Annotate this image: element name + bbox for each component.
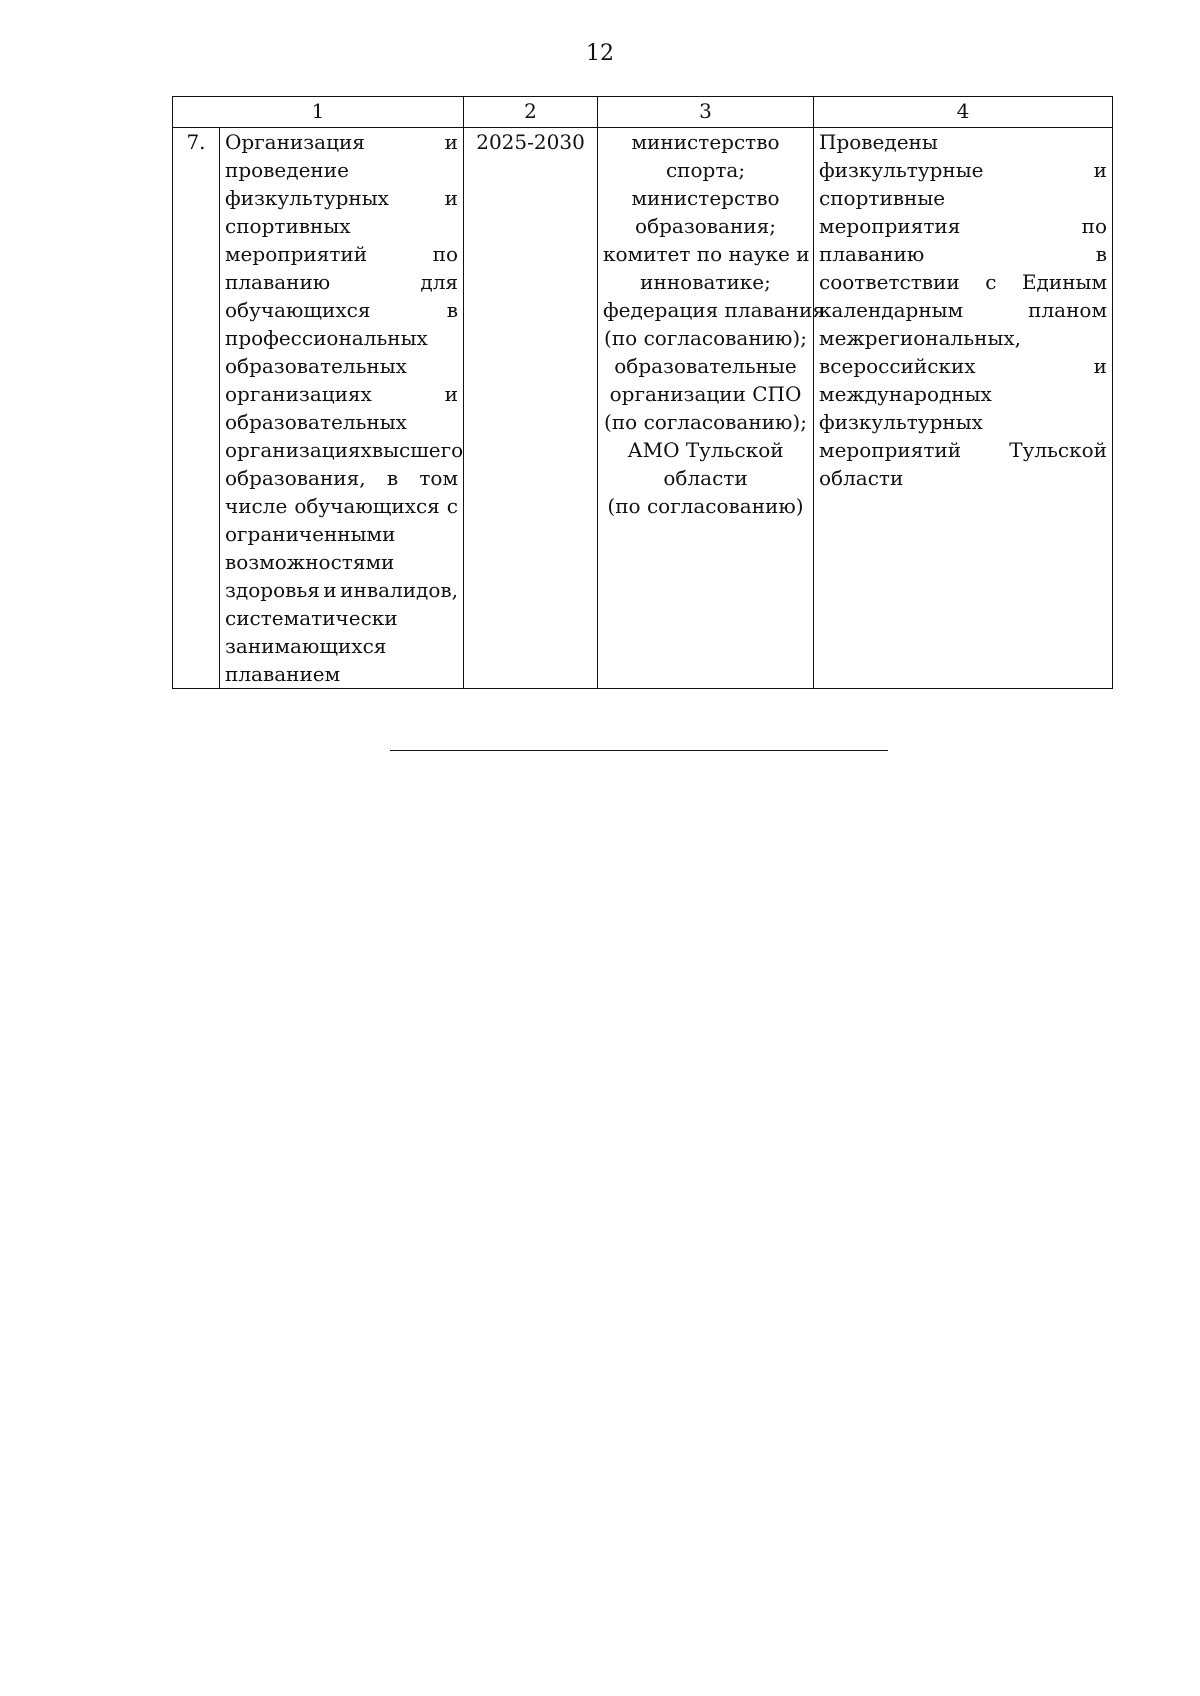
cell-word: плаванием bbox=[225, 662, 341, 686]
cell-word: всероссийских bbox=[819, 354, 976, 378]
cell-word: образовательных bbox=[225, 354, 407, 378]
cell-word: с bbox=[446, 494, 458, 518]
cell-word: физкультурные bbox=[819, 158, 984, 182]
cell-word: и bbox=[323, 578, 337, 602]
cell-line bbox=[819, 464, 1107, 492]
cell-word: и bbox=[444, 382, 459, 406]
cell-line bbox=[225, 576, 458, 604]
cell-word: в bbox=[1095, 242, 1108, 266]
cell-word: мероприятия bbox=[819, 214, 961, 238]
cell-line: образования; bbox=[635, 214, 776, 238]
cell-word: международных bbox=[819, 382, 992, 406]
cell-line: (по согласованию) bbox=[607, 494, 804, 518]
cell-line bbox=[819, 240, 1107, 268]
cell-line bbox=[225, 520, 458, 548]
cell-line: инноватике; bbox=[640, 270, 771, 294]
cell-word: инвалидов, bbox=[340, 578, 459, 602]
cell-line bbox=[819, 212, 1107, 240]
cell-word: и bbox=[1093, 354, 1108, 378]
header-col-3: 3 bbox=[598, 97, 814, 128]
cell-line: области bbox=[663, 466, 748, 490]
cell-line bbox=[819, 380, 1107, 408]
cell-word: в bbox=[386, 466, 399, 490]
cell-word: календарным bbox=[819, 298, 964, 322]
cell-word: ограниченными bbox=[225, 522, 396, 546]
cell-line: (по согласованию); bbox=[604, 410, 807, 434]
cell-line bbox=[225, 212, 458, 240]
cell-word: занимающихся bbox=[225, 634, 387, 658]
cell-line bbox=[225, 660, 458, 688]
cell-word: Единым bbox=[1021, 270, 1108, 294]
cell-word: профессиональных bbox=[225, 326, 428, 350]
cell-line: федерация плавания bbox=[603, 298, 825, 322]
cell-word: и bbox=[444, 130, 459, 154]
measures-table bbox=[172, 96, 1113, 689]
cell-line: образовательные bbox=[614, 354, 797, 378]
measure-name bbox=[220, 128, 464, 689]
cell-line: АМО Тульской bbox=[627, 438, 784, 462]
cell-word: области bbox=[819, 466, 904, 490]
cell-line bbox=[225, 436, 464, 464]
cell-line bbox=[225, 548, 458, 576]
end-of-table-rule bbox=[390, 750, 888, 751]
cell-line bbox=[819, 128, 1107, 156]
cell-line bbox=[225, 464, 458, 492]
cell-word: Тульской bbox=[1009, 438, 1108, 462]
cell-word: образовательных bbox=[225, 410, 407, 434]
cell-word: систематически bbox=[225, 606, 398, 630]
cell-word: спортивных bbox=[225, 214, 351, 238]
cell-line bbox=[225, 268, 458, 296]
cell-word: здоровья bbox=[225, 578, 320, 602]
cell-line bbox=[819, 324, 1107, 352]
cell-line bbox=[819, 436, 1107, 464]
cell-word: межрегиональных, bbox=[819, 326, 1022, 350]
cell-word: проведение bbox=[225, 158, 349, 182]
cell-line bbox=[225, 324, 458, 352]
cell-line bbox=[225, 604, 458, 632]
cell-line bbox=[225, 156, 458, 184]
cell-word: в bbox=[446, 298, 459, 322]
cell-word: физкультурных bbox=[819, 410, 983, 434]
cell-line bbox=[819, 156, 1107, 184]
cell-word: соответствии bbox=[819, 270, 960, 294]
implementation-period: 2025-2030 bbox=[464, 128, 598, 689]
cell-word: по bbox=[1081, 214, 1108, 238]
cell-line bbox=[819, 408, 1107, 436]
cell-line bbox=[225, 128, 458, 156]
cell-word: мероприятий bbox=[819, 438, 962, 462]
cell-line bbox=[819, 184, 1107, 212]
cell-line bbox=[819, 296, 1107, 324]
cell-word: мероприятий bbox=[225, 242, 368, 266]
cell-line: комитет по науке и bbox=[603, 242, 810, 266]
cell-line bbox=[225, 184, 458, 212]
cell-word: Организация bbox=[225, 130, 365, 154]
cell-line bbox=[225, 240, 458, 268]
header-col-2: 2 bbox=[464, 97, 598, 128]
cell-word: по bbox=[432, 242, 459, 266]
cell-word: числе bbox=[225, 494, 288, 518]
cell-word: организациях bbox=[225, 438, 372, 462]
cell-word: и bbox=[1093, 158, 1108, 182]
cell-line: (по согласованию); bbox=[604, 326, 807, 350]
cell-word: спортивные bbox=[819, 186, 946, 210]
cell-word: высшего bbox=[371, 438, 464, 462]
cell-word: обучающихся bbox=[294, 494, 440, 518]
table-row bbox=[173, 128, 1113, 689]
cell-line bbox=[819, 268, 1107, 296]
cell-line bbox=[225, 296, 458, 324]
row-number: 7. bbox=[173, 128, 220, 689]
cell-line: министерство bbox=[631, 130, 780, 154]
cell-word: возможностями bbox=[225, 550, 395, 574]
cell-word: образования, bbox=[225, 466, 366, 490]
cell-line: министерство bbox=[631, 186, 780, 210]
cell-line: организации СПО bbox=[609, 382, 802, 406]
responsible-executors bbox=[598, 128, 825, 689]
cell-line bbox=[819, 352, 1107, 380]
cell-word: и bbox=[444, 186, 459, 210]
cell-word: организациях bbox=[225, 382, 372, 406]
header-col-4: 4 bbox=[814, 97, 1113, 128]
cell-word: том bbox=[419, 466, 459, 490]
cell-line: спорта; bbox=[665, 158, 746, 182]
table-header-row bbox=[173, 97, 1113, 128]
cell-line bbox=[225, 408, 458, 436]
cell-line bbox=[225, 352, 458, 380]
cell-word: с bbox=[985, 270, 997, 294]
page-number: 12 bbox=[586, 41, 614, 66]
cell-line bbox=[225, 492, 458, 520]
cell-word: плаванию bbox=[225, 270, 331, 294]
cell-line bbox=[225, 632, 458, 660]
cell-word: планом bbox=[1028, 298, 1108, 322]
header-col-1: 1 bbox=[173, 97, 464, 128]
cell-word: физкультурных bbox=[225, 186, 389, 210]
cell-word: обучающихся bbox=[225, 298, 371, 322]
cell-line bbox=[225, 380, 458, 408]
expected-result bbox=[814, 128, 1113, 689]
cell-word: плаванию bbox=[819, 242, 925, 266]
cell-word: для bbox=[420, 270, 459, 294]
cell-word: Проведены bbox=[819, 130, 938, 154]
